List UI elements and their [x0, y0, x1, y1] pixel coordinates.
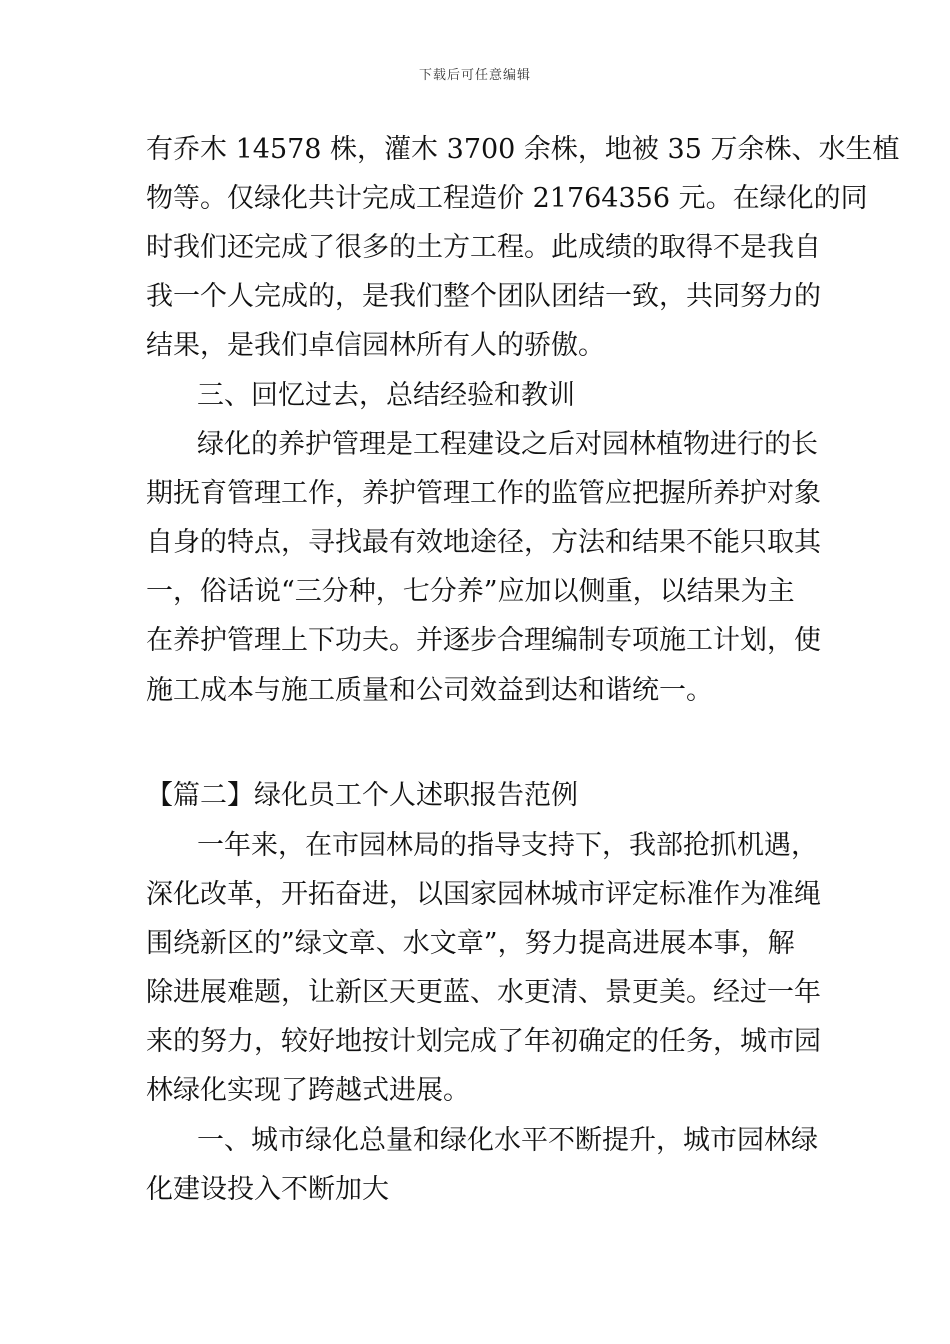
section-heading: 三、回忆过去，总结经验和教训 [197, 380, 575, 411]
paragraph-line: 围绕新区的”绿文章、水文章”，努力提高进展本事，解 [146, 928, 795, 959]
article-title: 【篇二】绿化员工个人述职报告范例 [146, 780, 578, 811]
paragraph-line: 期抚育管理工作，养护管理工作的监管应把握所养护对象 [146, 478, 821, 509]
paragraph-line: 我一个人完成的，是我们整个团队团结一致，共同努力的 [146, 281, 821, 312]
paragraph-line: 时我们还完成了很多的土方工程。此成绩的取得不是我自 [146, 232, 821, 263]
paragraph-line: 一，俗话说“三分种，七分养”应加以侧重，以结果为主 [146, 576, 795, 607]
paragraph-line: 除进展难题，让新区天更蓝、水更清、景更美。经过一年 [146, 977, 821, 1008]
paragraph-line: 自身的特点，寻找最有效地途径，方法和结果不能只取其 [146, 527, 821, 558]
paragraph-line: 深化改革，开拓奋进，以国家园林城市评定标准作为准绳 [146, 879, 821, 910]
paragraph-line: 有乔木 14578 株，灌木 3700 余株，地被 35 万余株、水生植 [146, 134, 900, 165]
paragraph-line: 在养护管理上下功夫。并逐步合理编制专项施工计划，使 [146, 625, 821, 656]
section-heading: 一、城市绿化总量和绿化水平不断提升，城市园林绿 [197, 1125, 818, 1156]
paragraph-line: 结果，是我们卓信园林所有人的骄傲。 [146, 330, 605, 361]
section-heading-continued: 化建设投入不断加大 [146, 1174, 389, 1205]
paragraph-line: 来的努力，较好地按计划完成了年初确定的任务，城市园 [146, 1026, 821, 1057]
paragraph-line: 一年来，在市园林局的指导支持下，我部抢抓机遇， [197, 830, 818, 861]
page-header-note: 下载后可任意编辑 [418, 68, 531, 83]
paragraph-line: 物等。仅绿化共计完成工程造价 21764356 元。在绿化的同 [146, 183, 868, 214]
paragraph-line: 绿化的养护管理是工程建设之后对园林植物进行的长 [197, 429, 818, 460]
paragraph-line: 林绿化实现了跨越式进展。 [146, 1075, 470, 1106]
paragraph-line: 施工成本与施工质量和公司效益到达和谐统一。 [146, 675, 713, 706]
